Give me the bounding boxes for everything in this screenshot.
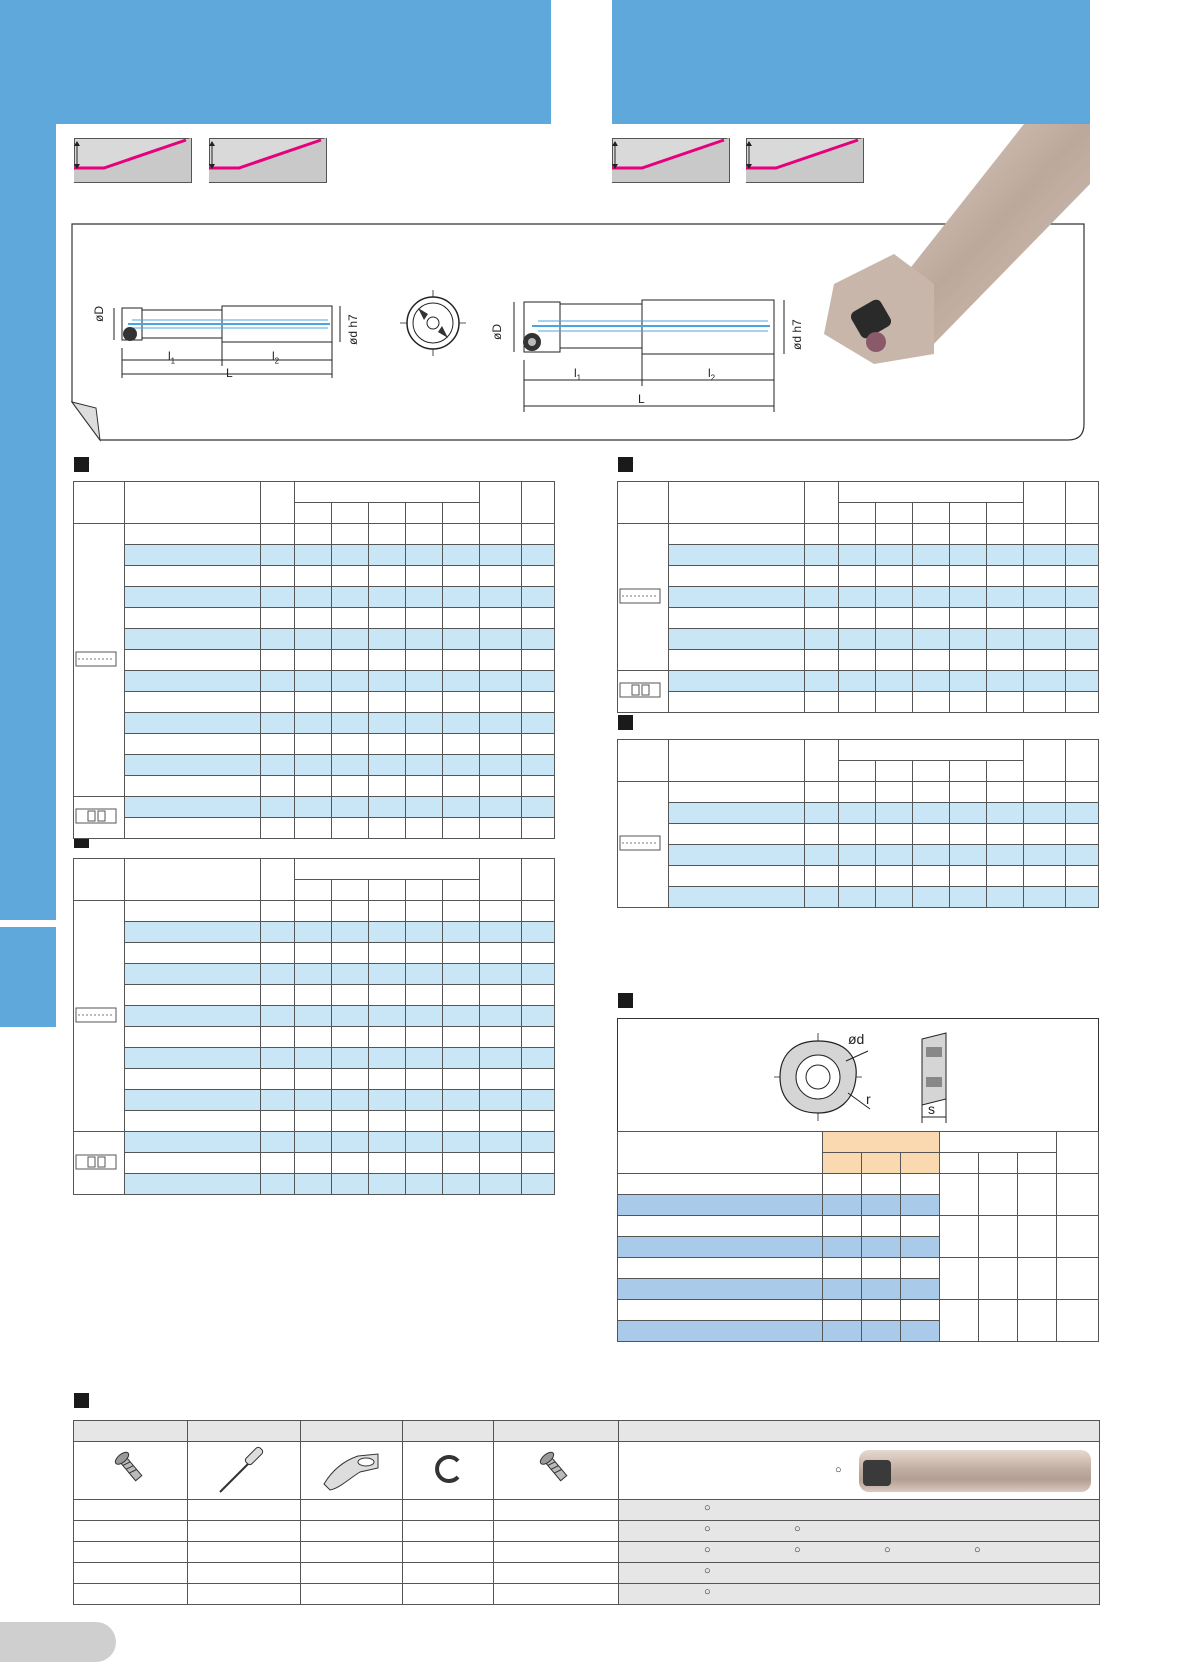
straight-shank-icon <box>618 830 662 856</box>
right-diameter-label: øD <box>490 324 504 340</box>
table-row <box>74 545 555 566</box>
table-row <box>618 1216 1099 1237</box>
insert-diameter-label: ød <box>848 1031 865 1047</box>
table-row <box>618 1258 1099 1279</box>
table-row <box>618 887 1099 908</box>
table-row <box>74 964 555 985</box>
side-tab-upper <box>0 124 56 920</box>
page-number-tab <box>0 1622 116 1662</box>
table-row <box>74 1584 1100 1605</box>
ramping-icon <box>74 138 192 183</box>
table-row <box>74 566 555 587</box>
left-diameter-label: øD <box>92 306 106 322</box>
table-row <box>618 650 1099 671</box>
table-row <box>74 797 555 818</box>
table-row <box>74 922 555 943</box>
table-row <box>74 1090 555 1111</box>
side-tab-lower <box>0 927 56 1027</box>
straight-shank-icon <box>618 583 662 609</box>
table-row <box>618 845 1099 866</box>
left-overall-length-label: L <box>226 366 233 380</box>
header-band-right <box>612 0 1090 124</box>
right-shank-label: ød h7 <box>790 319 804 350</box>
table-row <box>74 608 555 629</box>
table-row <box>74 1542 1100 1563</box>
circle-mark: ○ <box>974 1544 981 1556</box>
screw-icon <box>536 1449 576 1489</box>
table-row <box>74 1132 555 1153</box>
spec-table-4 <box>617 739 1099 908</box>
end-mill-product-photo <box>814 124 1090 374</box>
table-row <box>74 629 555 650</box>
screw-icon <box>111 1449 151 1489</box>
table-row <box>618 566 1099 587</box>
insert-table <box>617 1131 1099 1342</box>
ramping-icon <box>209 138 327 183</box>
table-row <box>74 755 555 776</box>
circle-mark: ○ <box>704 1586 711 1598</box>
section-marker <box>618 993 633 1008</box>
circle-mark: ○ <box>704 1523 711 1535</box>
table-row <box>618 692 1099 713</box>
table-row <box>74 943 555 964</box>
table-row <box>74 650 555 671</box>
type-icon-cell <box>618 782 669 908</box>
table-row <box>74 1048 555 1069</box>
type-icon-cell <box>74 1132 125 1195</box>
snap-ring-icon <box>430 1451 466 1487</box>
table-row <box>74 901 555 922</box>
table-row <box>74 1027 555 1048</box>
table-row <box>74 713 555 734</box>
spec-table-2 <box>73 858 555 1195</box>
type-icon-cell <box>618 524 669 671</box>
modular-shank-icon <box>618 677 662 703</box>
modular-shank-icon <box>74 1149 118 1175</box>
section-marker <box>74 1393 89 1408</box>
table-row <box>618 803 1099 824</box>
table-row <box>74 1153 555 1174</box>
insert-panel <box>617 1018 1099 1342</box>
spec-table-3 <box>617 481 1099 713</box>
right-overall-length-label: L <box>638 392 645 406</box>
circle-mark: ○ <box>835 1464 842 1476</box>
header-band-left <box>0 0 551 124</box>
holder-insert <box>863 1460 891 1486</box>
table-row <box>74 1521 1100 1542</box>
circle-mark: ○ <box>884 1544 891 1556</box>
left-l2-label: $l_2$ <box>272 349 280 366</box>
table-row <box>618 824 1099 845</box>
table-row <box>618 1300 1099 1321</box>
table-row <box>618 866 1099 887</box>
table-row <box>618 587 1099 608</box>
circle-mark: ○ <box>704 1502 711 1514</box>
end-mill-drawing-right <box>498 290 818 415</box>
left-shank-label: ød h7 <box>346 314 360 345</box>
straight-shank-icon <box>74 646 118 672</box>
type-icon-cell <box>74 901 125 1132</box>
table-row <box>74 776 555 797</box>
right-l2-label: $l_2$ <box>708 366 716 383</box>
holder-photo <box>859 1450 1091 1492</box>
insert-thickness-label: s <box>928 1101 935 1117</box>
table-row <box>74 587 555 608</box>
spec-table-1 <box>73 481 555 839</box>
table-row <box>74 524 555 545</box>
right-l1-label: $l_1$ <box>574 366 582 383</box>
table-row <box>74 1174 555 1195</box>
table-row <box>74 985 555 1006</box>
type-icon-cell <box>74 524 125 797</box>
table-row <box>74 734 555 755</box>
insert-radius-label: r <box>866 1091 871 1107</box>
insert-top-view <box>768 1027 908 1127</box>
table-row <box>74 692 555 713</box>
ramping-icon <box>612 138 730 183</box>
end-view-drawing <box>400 290 466 356</box>
modular-shank-icon <box>74 803 118 829</box>
table-row <box>74 1500 1100 1521</box>
type-icon-cell <box>618 671 669 713</box>
section-marker <box>618 457 633 472</box>
circle-mark: ○ <box>794 1544 801 1556</box>
screwdriver-icon <box>214 1442 274 1496</box>
section-marker <box>74 457 89 472</box>
circle-mark: ○ <box>794 1523 801 1535</box>
clamp-icon <box>320 1444 384 1494</box>
table-row <box>618 545 1099 566</box>
table-row <box>618 629 1099 650</box>
circle-mark: ○ <box>704 1544 711 1556</box>
table-row <box>74 671 555 692</box>
table-row <box>618 524 1099 545</box>
insert-side-view <box>916 1029 966 1125</box>
left-l1-label: $l_1$ <box>168 349 176 366</box>
table-row <box>618 782 1099 803</box>
table-row <box>618 671 1099 692</box>
table-row <box>74 1563 1100 1584</box>
table-row <box>74 1069 555 1090</box>
table-row <box>74 818 555 839</box>
type-icon-cell <box>74 797 125 839</box>
table-row <box>74 1111 555 1132</box>
accessories-table <box>73 1420 1100 1605</box>
circle-mark: ○ <box>704 1565 711 1577</box>
table-row <box>618 1174 1099 1195</box>
table-row <box>618 608 1099 629</box>
section-marker <box>618 715 633 730</box>
straight-shank-icon <box>74 1002 118 1028</box>
table-row <box>74 1006 555 1027</box>
